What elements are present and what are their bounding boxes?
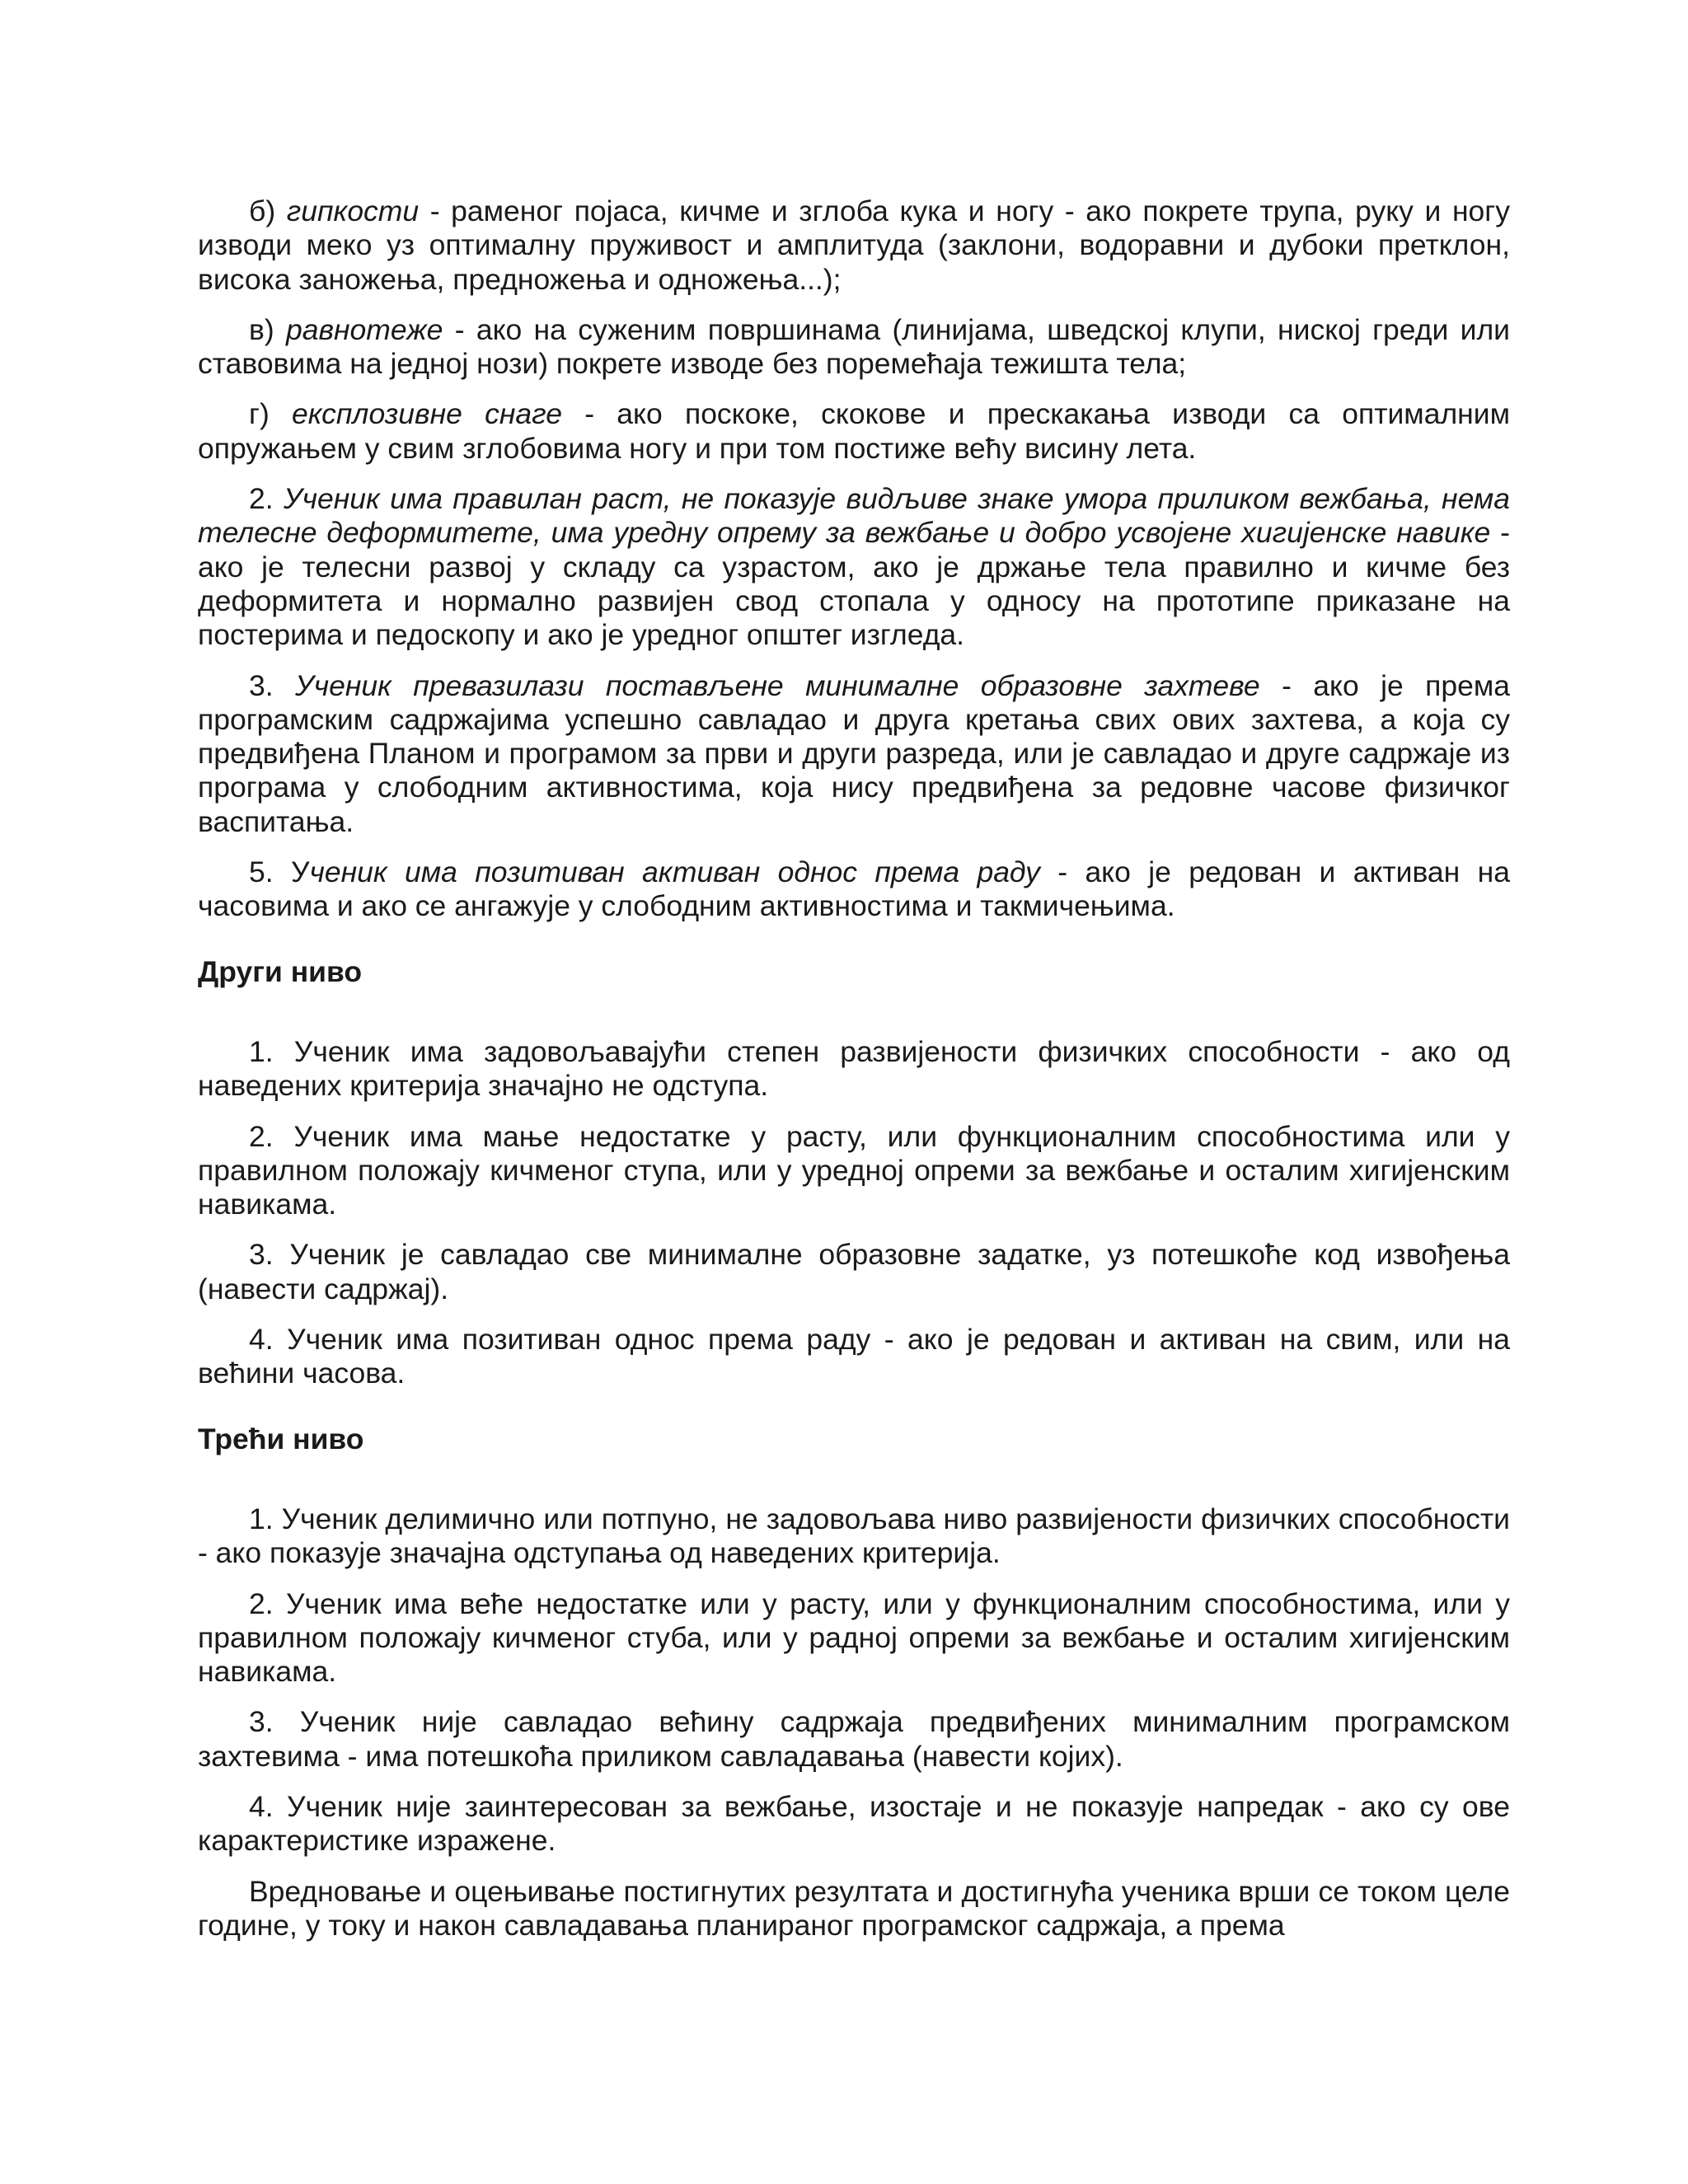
paragraph-flexibility xyxy=(198,194,1510,297)
heading-third-level: Трећи ниво xyxy=(198,1422,364,1455)
third-level-item: 3. Ученик није савладао већину садржаја предвиђених минималним програмском захтевима - има потешкоћа приликом савладавања (навести којих). xyxy=(198,1705,1510,1773)
second-level-item: 2. Ученик има мање недостатке у расту, или функционалним способностима или у правилном положају кичменог ступа, или у уредној опреми за вежбање и осталим хигијенским навикама. xyxy=(198,1119,1510,1221)
item-prefix: г) xyxy=(249,397,293,431)
item-term: Ученик има правилан раст, не показује видљиве знаке умора приликом вежбања, нема телесне деформитете, има уредну опрему за вежбање и добро усвојене хигијенске навике xyxy=(198,482,1510,550)
item-text: - ако је телесни развој у складу са узрастом, ако је држање тела правилно и кичме без деформитета и нормално развијен свод стопала у односу на прототипе приказане на постерима и педоскопу и ако је уредног општег изгледа. xyxy=(198,516,1511,652)
item-prefix: 3. xyxy=(249,668,296,702)
paragraph-balance xyxy=(198,313,1510,382)
item-prefix: б) xyxy=(249,194,287,227)
item-term: ченик има позитиван активан однос према раду xyxy=(309,855,1040,889)
paragraph-item-2 xyxy=(198,482,1510,652)
second-level-item: 3. Ученик је савладао све минималне образовне задатке, уз потешкоће код извођења (навести садржај). xyxy=(198,1238,1510,1305)
paragraph-item-5 xyxy=(198,855,1510,924)
item-term: Ученик превазилази постављене минималне образовне захтеве xyxy=(295,668,1260,702)
item-prefix: в) xyxy=(249,312,286,346)
item-text: - раменог појаса, кичме и зглоба кука и ногу - ако покрете трупа, руку и ногу изводи меко уз оптималну пруживост и амплитуда (заклони, водоравни и дубоки претклон, висока заножења, предножења и одножења...); xyxy=(198,194,1510,296)
paragraph-item-3 xyxy=(198,669,1510,839)
item-text: - ако поскоке, скокове и прескакања изводи са оптималним опружањем у свим зглобовима ногу и при том постиже већу висину лета. xyxy=(198,397,1510,465)
item-prefix: 5. У xyxy=(249,855,310,889)
item-term: равнотеже xyxy=(286,312,443,346)
third-level-item: 1. Ученик делимично или потпуно, не задовољава ниво развијености физичких способности - ако показује значајна одступања од наведених критерија. xyxy=(198,1502,1510,1570)
item-term: експлозивне снаге xyxy=(292,397,562,431)
second-level-item: 4. Ученик има позитиван однос према раду - ако је редован и активан на свим, или на већини часова. xyxy=(198,1323,1510,1390)
heading-second-level: Други ниво xyxy=(198,954,363,988)
third-level-item: 2. Ученик има веће недостатке или у расту, или у функционалним способностима, или у правилном положају кичменог стуба, или у радној опреми за вежбање и осталим хигијенским навикама. xyxy=(198,1586,1510,1689)
item-term: гипкости xyxy=(286,194,420,227)
item-prefix: 2. xyxy=(249,482,284,516)
second-level-item: 1. Ученик има задовољавајући степен развијености физичких способности - ако од наведених критерија значајно не одступа. xyxy=(198,1034,1510,1103)
item-text: - ако на суженим површинама (линијама, шведској клупи, ниској греди или ставовима на једној нози) покрете изводе без поремећаја тежишта тела; xyxy=(198,312,1510,381)
item-text: - ако је редован и активан на часовима и ако се ангажује у слободним активностима и такмичењима. xyxy=(198,855,1510,923)
third-level-item: 4. Ученик није заинтересован за вежбање, изостаје и не показује напредак - ако су ове карактеристике изражене. xyxy=(198,1789,1510,1858)
document-page xyxy=(198,194,1510,1959)
item-text: - ако је према програмским садржајима успешно савладао и друга кретања свих ових захтева, а која су предвиђена Планом и програмом за први и други разреда, или је савладао и друге садржаје из програма у слободним активностима, која нису предвиђена за редовне часове физичког васпитања. xyxy=(198,668,1510,838)
closing-paragraph: Вредновање и оцењивање постигнутих резултата и достигнућа ученика врши се током целе године, у току и након савладавања планираног програмског садржаја, а према xyxy=(198,1874,1510,1942)
paragraph-explosive-strength xyxy=(198,397,1510,466)
